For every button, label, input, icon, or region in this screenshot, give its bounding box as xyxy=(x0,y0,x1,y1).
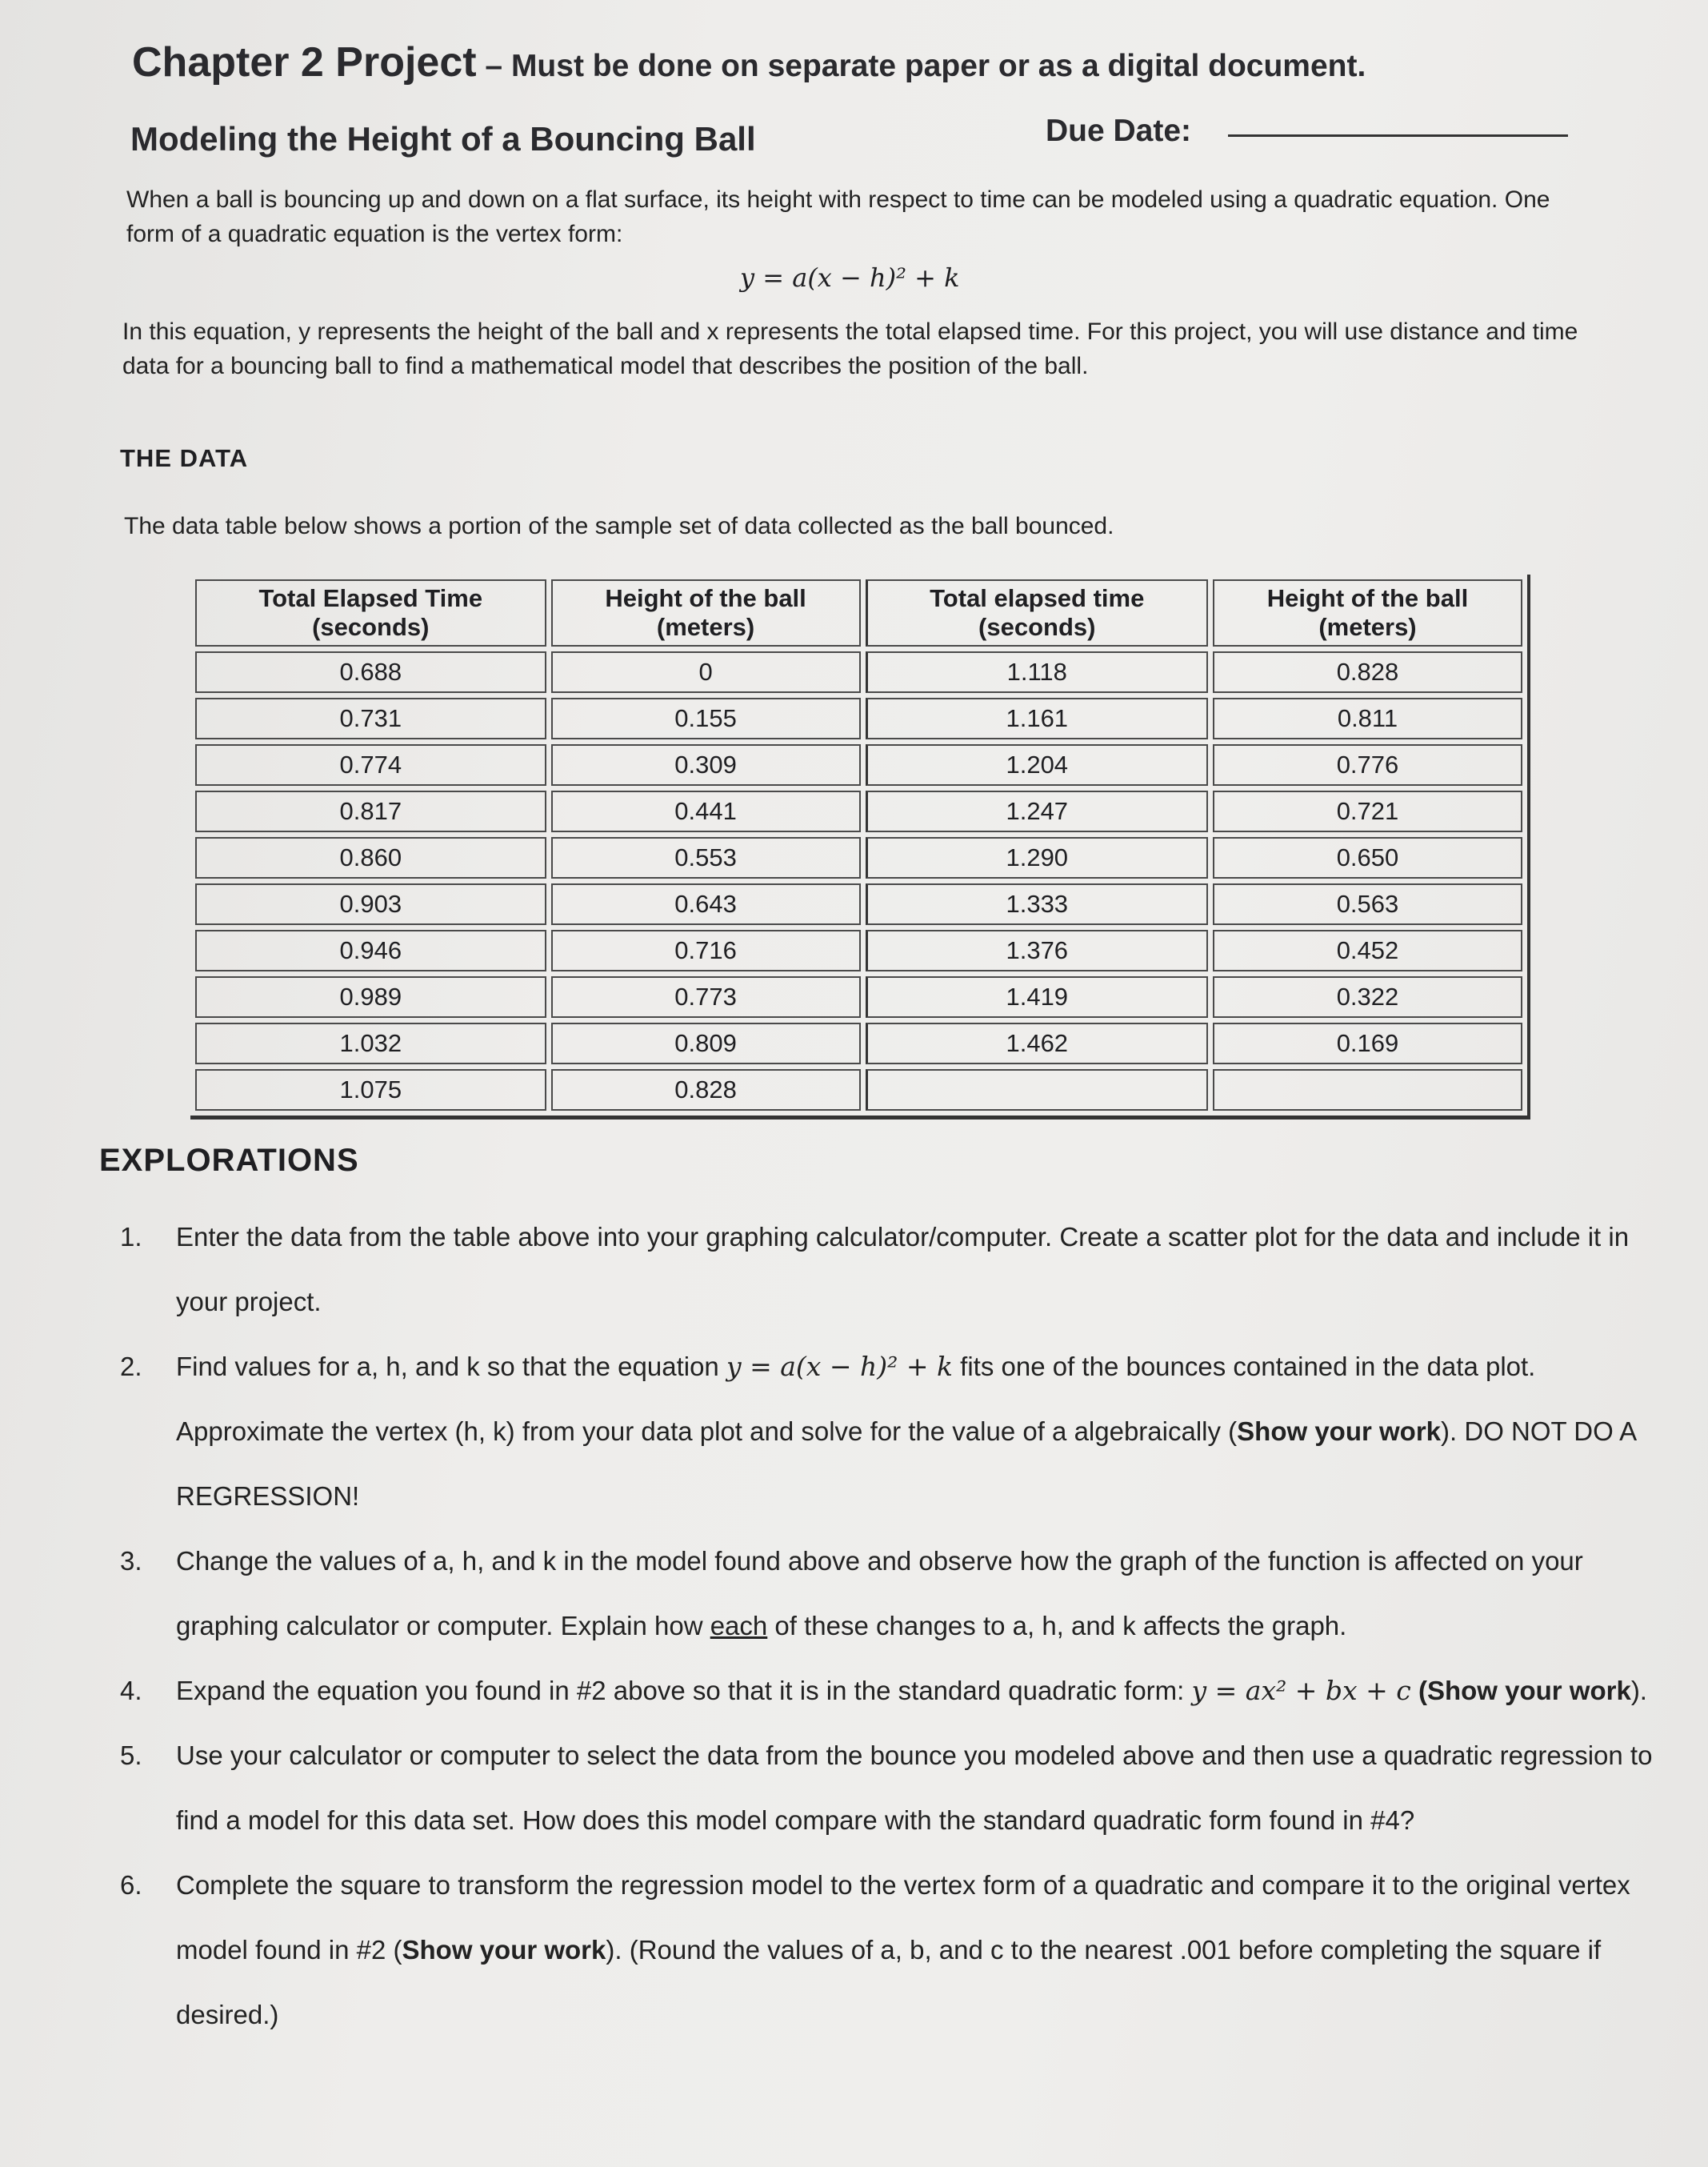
data-section-heading: THE DATA xyxy=(120,444,249,472)
exploration-item-6 xyxy=(120,1853,1656,2047)
item-text: ). (Round the values of a, b, and c to the nearest .001 before completing the square if desired.) xyxy=(176,1935,1602,2029)
table-row xyxy=(195,744,1522,786)
exploration-item-1 xyxy=(120,1204,1656,1334)
item-bold-text: (Show your work xyxy=(1410,1676,1631,1705)
table-row xyxy=(195,837,1522,879)
table-cell: 0.563 xyxy=(1213,883,1522,925)
table-row xyxy=(195,698,1522,739)
item-bold-text: Show your work xyxy=(402,1935,606,1965)
table-cell: 0.860 xyxy=(195,837,546,879)
table-row xyxy=(195,651,1522,693)
table-cell: 0.322 xyxy=(1213,976,1522,1018)
due-date-label: Due Date: xyxy=(1046,114,1192,148)
item-text: Enter the data from the table above into your graphing calculator/computer. Create a scatter plot for the data and include it in your project. xyxy=(176,1222,1630,1316)
table-header-row xyxy=(195,579,1522,647)
table-cell: 0.688 xyxy=(195,651,546,693)
due-date-blank-line xyxy=(1228,134,1568,137)
table-cell: 0.716 xyxy=(551,930,861,971)
intro-paragraph-2: In this equation, y represents the height of the ball and x represents the total elapsed time. For this project, you will use distance and time data for a bouncing ball to find a mathematical model that describes the position of the ball. xyxy=(122,318,1578,379)
table-cell: 1.247 xyxy=(866,791,1208,832)
table-row xyxy=(195,883,1522,925)
table-cell: 1.462 xyxy=(866,1023,1208,1064)
table-cell: 1.075 xyxy=(195,1069,546,1111)
table-cell: 0.650 xyxy=(1213,837,1522,879)
exploration-item-4 xyxy=(120,1658,1656,1723)
explorations-heading: EXPLORATIONS xyxy=(99,1143,359,1178)
table-cell: 1.376 xyxy=(866,930,1208,971)
table-cell: 1.118 xyxy=(866,651,1208,693)
table-row xyxy=(195,1069,1522,1111)
explorations-list xyxy=(120,1204,1656,2047)
header-height-2: Height of the ball (meters) xyxy=(1213,579,1522,647)
item-text: Change the values of a, h, and k in the model found above and observe how the graph of the function is affected on your graphing calculator or computer. Explain how xyxy=(176,1546,1583,1640)
item-equation: y = a(x − h)² + k xyxy=(726,1351,953,1382)
intro-paragraph-1: When a ball is bouncing up and down on a flat surface, its height with respect to time can be modeled using a quadratic equation. One form of a quadratic equation is the vertex form: xyxy=(126,186,1550,247)
table-cell xyxy=(866,1069,1208,1111)
header-height-1: Height of the ball (meters) xyxy=(551,579,861,647)
item-number: 4. xyxy=(120,1676,142,1705)
title-instruction: – Must be done on separate paper or as a digital document. xyxy=(476,49,1366,83)
table-cell: 0.731 xyxy=(195,698,546,739)
item-number: 3. xyxy=(120,1546,142,1576)
header-elapsed-time-1: Total Elapsed Time (seconds) xyxy=(195,579,546,647)
item-text: Find values for a, h, and k so that the equation xyxy=(176,1352,726,1381)
table-row xyxy=(195,791,1522,832)
vertex-form-equation: y = a(x − h)² + k xyxy=(740,262,960,293)
table-cell: 0.828 xyxy=(551,1069,861,1111)
table-row xyxy=(195,976,1522,1018)
table-cell: 0.776 xyxy=(1213,744,1522,786)
bouncing-ball-data-table xyxy=(190,575,1530,1120)
table-cell: 1.161 xyxy=(866,698,1208,739)
table-cell: 0.441 xyxy=(551,791,861,832)
header-elapsed-time-2: Total elapsed time (seconds) xyxy=(866,579,1208,647)
item-text: of these changes to a, h, and k affects the graph. xyxy=(767,1611,1347,1640)
item-text: ). DO NOT DO A REGRESSION! xyxy=(176,1416,1636,1511)
data-description: The data table below shows a portion of the sample set of data collected as the ball bounced. xyxy=(124,513,1114,539)
item-number: 1. xyxy=(120,1222,142,1252)
table-cell: 0.828 xyxy=(1213,651,1522,693)
table-cell: 0.903 xyxy=(195,883,546,925)
table-cell: 0.946 xyxy=(195,930,546,971)
table-cell: 0.452 xyxy=(1213,930,1522,971)
item-text: fits one of the bounces contained in the data plot. Approximate the vertex (h, k) from your data plot and solve for the value of a algebraically ( xyxy=(176,1352,1536,1446)
table-cell: 0.773 xyxy=(551,976,861,1018)
table-cell: 0.155 xyxy=(551,698,861,739)
table-cell: 0.811 xyxy=(1213,698,1522,739)
exploration-item-2 xyxy=(120,1334,1656,1528)
table-cell: 1.333 xyxy=(866,883,1208,925)
item-number: 2. xyxy=(120,1352,142,1381)
item-text: Use your calculator or computer to select the data from the bounce you modeled above and then use a quadratic regression to find a model for this data set. How does this model compare with the standard quadratic form found in #4? xyxy=(176,1740,1653,1835)
project-subtitle: Modeling the Height of a Bouncing Ball xyxy=(130,120,756,158)
page-title: Chapter 2 Project – Must be done on separate paper or as a digital document. xyxy=(132,39,1366,86)
item-text: ). xyxy=(1630,1676,1647,1705)
table-cell: 0 xyxy=(551,651,861,693)
exploration-item-5 xyxy=(120,1723,1656,1853)
exploration-item-3 xyxy=(120,1528,1656,1658)
item-text: Expand the equation you found in #2 above so that it is in the standard quadratic form: xyxy=(176,1676,1192,1705)
table-cell: 0.553 xyxy=(551,837,861,879)
table-cell: 0.809 xyxy=(551,1023,861,1064)
table-cell: 0.817 xyxy=(195,791,546,832)
item-underlined-text: each xyxy=(710,1611,768,1640)
table-cell: 0.774 xyxy=(195,744,546,786)
item-equation: y = ax² + bx + c xyxy=(1191,1675,1411,1706)
table-cell: 0.309 xyxy=(551,744,861,786)
table-cell: 0.643 xyxy=(551,883,861,925)
table-cell xyxy=(1213,1069,1522,1111)
item-number: 5. xyxy=(120,1740,142,1770)
table-cell: 0.721 xyxy=(1213,791,1522,832)
table-cell: 1.204 xyxy=(866,744,1208,786)
table-cell: 1.290 xyxy=(866,837,1208,879)
table-cell: 1.419 xyxy=(866,976,1208,1018)
table-cell: 0.989 xyxy=(195,976,546,1018)
item-text: Complete the square to transform the regression model to the vertex form of a quadratic and compare it to the original vertex model found in #2 ( xyxy=(176,1870,1630,1965)
table-cell: 0.169 xyxy=(1213,1023,1522,1064)
table-row xyxy=(195,1023,1522,1064)
table-cell: 1.032 xyxy=(195,1023,546,1064)
table-row xyxy=(195,930,1522,971)
table-body xyxy=(195,651,1522,1111)
item-bold-text: Show your work xyxy=(1237,1416,1442,1446)
item-number: 6. xyxy=(120,1870,142,1900)
